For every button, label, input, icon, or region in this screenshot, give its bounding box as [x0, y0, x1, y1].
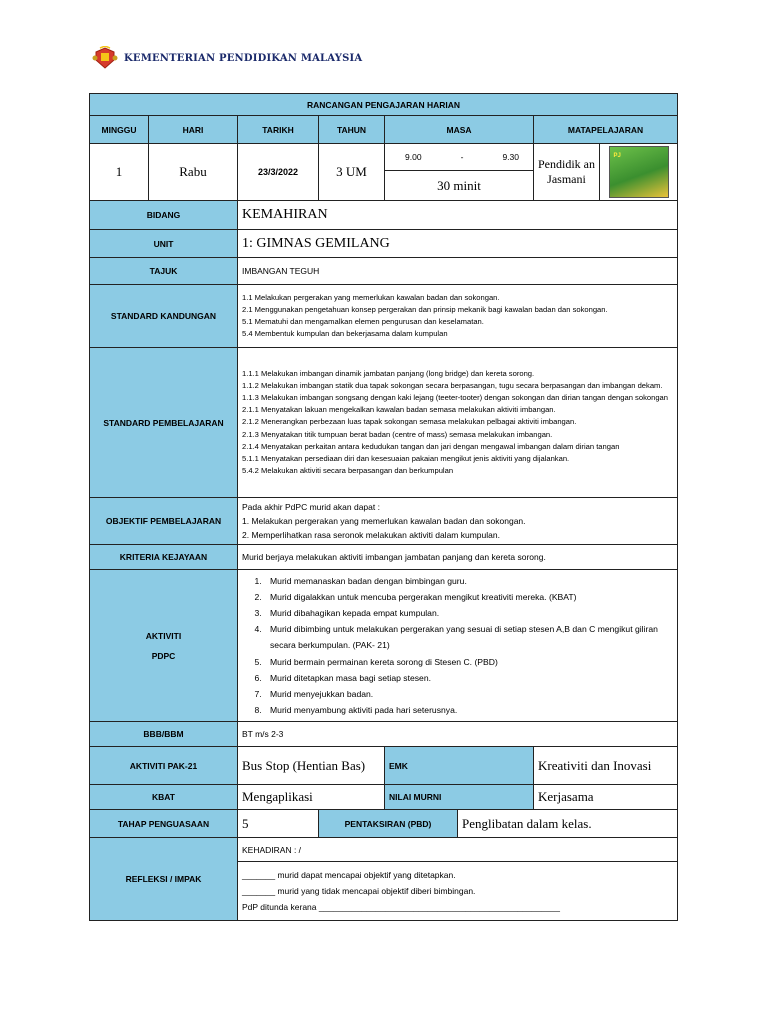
- sp-item: 2.1.2 Menerangkan perbezaan luas tapak sokongan semasa melakukan pelbagai aktiviti imbangan.: [242, 417, 577, 427]
- sp-item: 5.1.1 Menyatakan persediaan diri dan kesesuaian pakaian mengikut jenis aktiviti yang dijalankan.: [242, 454, 570, 463]
- aktiviti-item: 5. Murid bermain permainan kereta sorong di Stesen C. (PBD): [264, 654, 673, 670]
- kehadiran-value: KEHADIRAN : /: [238, 838, 678, 862]
- nilai-murni-label: NILAI MURNI: [385, 785, 534, 810]
- bidang-value: KEMAHIRAN: [238, 201, 678, 230]
- aktiviti-list: [242, 573, 673, 719]
- masa-end: 9.30: [502, 152, 519, 163]
- masa-time-cell: [385, 144, 534, 171]
- refleksi-line: PdP ditunda kerana ___________________________________________________: [242, 902, 560, 912]
- standard-pembelajaran-list: [238, 348, 678, 498]
- textbook-cover-image: PJ: [609, 146, 669, 198]
- sk-item: 1.1 Melakukan pergerakan yang memerlukan kawalan badan dan sokongan.: [242, 292, 500, 302]
- sp-item: 5.4.2 Melakukan aktiviti secara berpasangan dan berkumpulan: [242, 466, 454, 476]
- refleksi-notes: [238, 862, 678, 921]
- standard-kandungan-label: STANDARD KANDUNGAN: [90, 285, 238, 348]
- kbat-label: KBAT: [90, 785, 238, 810]
- masa-separator: -: [460, 152, 464, 163]
- pentaksiran-label: PENTAKSIRAN (PBD): [319, 810, 458, 838]
- objektif-item: 2. Memperlihatkan rasa seronok melakukan aktiviti dalam kumpulan.: [242, 530, 500, 540]
- masa-duration: 30 minit: [385, 171, 534, 201]
- aktiviti-item: 2. Murid digalakkan untuk mencuba pergerakan mengikut kreativiti mereka. (KBAT): [264, 589, 673, 605]
- sk-item: 5.4 Membentuk kumpulan dan bekerjasama dalam kumpulan: [242, 329, 448, 339]
- aktiviti-item: 8. Murid menyambung aktiviti pada hari seterusnya.: [264, 702, 673, 718]
- aktiviti-item: 6. Murid ditetapkan masa bagi setiap stesen.: [264, 670, 673, 686]
- objektif-item: 1. Melakukan pergerakan yang memerlukan kawalan badan dan sokongan.: [242, 516, 526, 526]
- standard-kandungan-list: [238, 285, 678, 348]
- sk-item: 5.1 Mematuhi dan mengamalkan elemen pengurusan dan keselamatan.: [242, 317, 484, 326]
- pak21-value: Bus Stop (Hentian Bas): [238, 747, 385, 785]
- table-title: RANCANGAN PENGAJARAN HARIAN: [90, 94, 678, 116]
- ministry-header: [92, 44, 362, 72]
- sp-item: 2.1.3 Menyatakan titik tumpuan berat badan (centre of mass) semasa melakukan imbangan.: [242, 429, 553, 439]
- lesson-plan-table: [89, 93, 678, 921]
- hari-value: Rabu: [149, 144, 238, 201]
- tahap-penguasaan-label: TAHAP PENGUASAAN: [90, 810, 238, 838]
- pak21-label: AKTIVITI PAK-21: [90, 747, 238, 785]
- col-header-tarikh: TARIKH: [238, 116, 319, 144]
- sp-item: 1.1.1 Melakukan imbangan dinamik jambatan panjang (long bridge) dan kereta sorong.: [242, 368, 535, 378]
- sp-item: 1.1.2 Melakukan imbangan statik dua tapak sokongan secara berpasangan, tugu secara berpasangan dan imbangan dekam.: [242, 380, 663, 390]
- refleksi-label: REFLEKSI / IMPAK: [90, 838, 238, 921]
- bbb-value: BT m/s 2-3: [238, 722, 678, 747]
- col-header-tahun: TAHUN: [319, 116, 385, 144]
- kriteria-label: KRITERIA KEJAYAAN: [90, 545, 238, 570]
- aktiviti-item: 4. Murid dibimbing untuk melakukan pergerakan yang sesuai di setiap stesen A,B dan C mengikut giliran secara berkumpulan. (PAK- 21): [264, 621, 673, 653]
- sp-item: 1.1.3 Melakukan imbangan songsang dengan kaki lejang (teeter-tooter) dengan sokongan dan dirian tangan dengan sokongan: [242, 392, 668, 402]
- masa-start: 9.00: [405, 152, 422, 163]
- col-header-matapelajaran: MATAPELAJARAN: [534, 116, 678, 144]
- aktiviti-item: 7. Murid menyejukkan badan.: [264, 686, 673, 702]
- tahun-value: 3 UM: [319, 144, 385, 201]
- textbook-cover-cell: [600, 144, 678, 201]
- aktiviti-label-line: AKTIVITI: [145, 630, 182, 641]
- tajuk-label: TAJUK: [90, 258, 238, 285]
- nilai-murni-value: Kerjasama: [534, 785, 678, 810]
- ministry-name: KEMENTERIAN PENDIDIKAN MALAYSIA: [124, 52, 363, 64]
- col-header-minggu: MINGGU: [90, 116, 149, 144]
- emk-value: Kreativiti dan Inovasi: [534, 747, 678, 785]
- minggu-value: 1: [90, 144, 149, 201]
- unit-label: UNIT: [90, 230, 238, 258]
- sp-item: 2.1.4 Menyatakan perkaitan antara kedudukan tangan dan jari dengan mengawal imbangan dalam dirian tangan: [242, 441, 620, 451]
- aktiviti-label-line: PDPC: [151, 650, 176, 661]
- aktiviti-label: [90, 570, 238, 722]
- kbat-value: Mengaplikasi: [238, 785, 385, 810]
- refleksi-line: _______ murid yang tidak mencapai objektif diberi bimbingan.: [242, 886, 476, 896]
- malaysia-crest-icon: [92, 46, 118, 70]
- col-header-masa: MASA: [385, 116, 534, 144]
- tahap-penguasaan-value: 5: [238, 810, 319, 838]
- unit-value: 1: GIMNAS GEMILANG: [238, 230, 678, 258]
- aktiviti-list-cell: [238, 570, 678, 722]
- bidang-label: BIDANG: [90, 201, 238, 230]
- aktiviti-item: 3. Murid dibahagikan kepada empat kumpulan.: [264, 605, 673, 621]
- tarikh-value: 23/3/2022: [238, 144, 319, 201]
- bbb-label: BBB/BBM: [90, 722, 238, 747]
- sk-item: 2.1 Menggunakan pengetahuan konsep pergerakan dan prinsip mekanik bagi kawalan badan dan sokongan.: [242, 304, 608, 314]
- kriteria-value: Murid berjaya melakukan aktiviti imbangan jambatan panjang dan kereta sorong.: [238, 545, 678, 570]
- sp-item: 2.1.1 Menyatakan lakuan mengekalkan kawalan badan semasa melakukan aktiviti imbangan.: [242, 405, 556, 415]
- objektif-label: OBJEKTIF PEMBELAJARAN: [90, 498, 238, 545]
- tajuk-value: IMBANGAN TEGUH: [238, 258, 678, 285]
- objektif-list: [238, 498, 678, 545]
- standard-pembelajaran-label: STANDARD PEMBELAJARAN: [90, 348, 238, 498]
- aktiviti-item: 1. Murid memanaskan badan dengan bimbingan guru.: [264, 573, 673, 589]
- pentaksiran-value: Penglibatan dalam kelas.: [458, 810, 678, 838]
- objektif-intro: Pada akhir PdPC murid akan dapat :: [242, 502, 380, 512]
- refleksi-line: _______ murid dapat mencapai objektif yang ditetapkan.: [242, 870, 456, 880]
- emk-label: EMK: [385, 747, 534, 785]
- col-header-hari: HARI: [149, 116, 238, 144]
- matapelajaran-value: Pendidik an Jasmani: [534, 144, 600, 201]
